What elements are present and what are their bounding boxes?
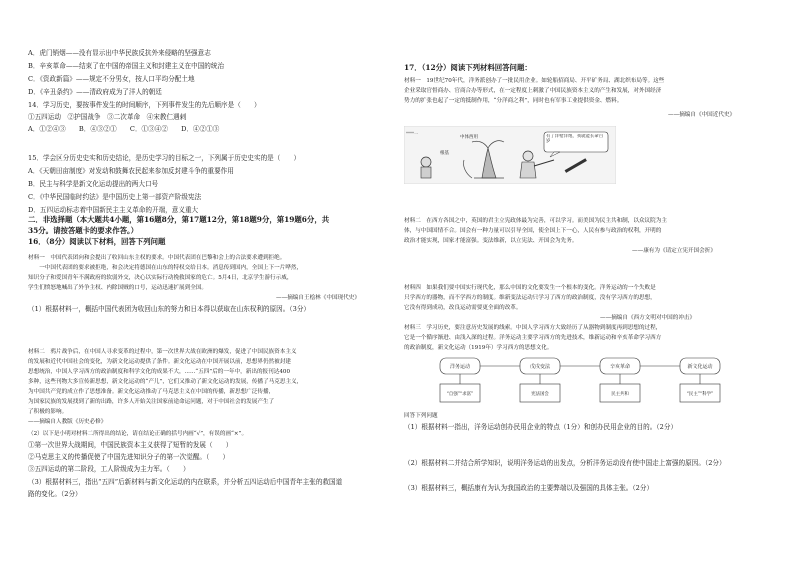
material-line: 材料一 19世纪70年代，洋务派创办了一批民用企业。如轮船招商局、开平矿务局、湖北织布局等。这些 — [404, 78, 665, 84]
judgement-line: ③五四运动的第二阶段，工人阶级成为主力军。（ ） — [28, 465, 190, 473]
material-line: 为中国共产党的成立作了思想准备。新文化运动推动了马克思主义在中国的传播，新思想广泛传播， — [28, 389, 275, 395]
cartoon-label-top: 中体西用 — [460, 135, 478, 140]
option-line: B．辛亥革命——结束了在中国的帝国主义和封建主义在中国的统治 — [28, 62, 225, 70]
option-line: C．《中华民国临时约法》是中国历史上第一部资产阶级宪法 — [28, 193, 202, 201]
material-line: 政治才能实现，国家才能富强。变法维新，以立宪法、开国会为先务。 — [404, 238, 578, 244]
sub-question: 路的变化。（2分） — [28, 490, 82, 498]
option-line: A．《天朝田亩制度》对发动和鼓舞农民起来参加反封建斗争的重要作用 — [28, 167, 234, 175]
section-heading: 二．非选择题（本大题共4小题，第16题8分，第17题12分，第18题9分，第19题6分，共 — [28, 215, 330, 224]
page-mark: ****一 — [406, 131, 418, 136]
material-line: 体，与中国国情不合。国会有一种力量可以引导全国，使全国上下一心，人民有参与政治的权利，开明的 — [404, 228, 662, 234]
prompt-line: 回答下列问题 — [404, 413, 438, 419]
material-line: 企业采取官督商办、官商合办等形式，在一定程度上刺激了中国民族资本主义的产生和发展，对外国经济 — [404, 88, 662, 94]
option-line: ①五四运动 ②护国战争 ③二次革命 ④宋教仁遇刺 — [28, 113, 187, 121]
cartoon-illustration — [404, 126, 616, 184]
material-line: 为国家民族的发展找到了新的出路，许多人开始关注国家前途命运问题，对于中国社会的发展产生了 — [28, 399, 275, 405]
material-line: 思想统治，中国人学习西方的政治制度和科学文化的成果不大，......“五四”后的一年中，新出的报刊达400 — [28, 369, 291, 375]
section-heading: 35分。请按答题卡的要求作答。） — [28, 226, 139, 235]
flow-svg — [436, 356, 732, 406]
citation: ——摘编自《西方文明对中国的冲击》 — [600, 315, 696, 321]
question-16: 16．（8分）阅读以下材料，回答下列问题 — [28, 237, 166, 246]
flow-step: 戊戌变法 — [529, 364, 551, 370]
option-line: A．①②④③ B．④③②① C．①③④② D．④②①③ — [28, 125, 220, 133]
material-line: 了积极的影响。 — [28, 409, 68, 415]
option-line: D．《辛丑条约》——清政府成为了洋人的朝廷 — [28, 88, 162, 96]
judgement-line: ①第一次世界大战期间，中国民族资本主义获得了短暂的发展（ ） — [28, 441, 233, 449]
option-line: A．虎门销烟——没有显示出中华民族反抗外来侵略的坚强意志 — [28, 49, 211, 57]
flow-step: 辛亥革命 — [609, 364, 631, 370]
flow-detail: 民主共和 — [611, 392, 629, 397]
sub-question: （2）以下是小明对材料二所得出的结论，请在结论正确的括号内画“√”，有误的画“×”。 — [28, 431, 248, 437]
citation: ——康有为《请定立宪开国会折》 — [632, 248, 716, 254]
cartoon-svg — [404, 126, 616, 184]
material-line: 学生们愤怒地喊出了外争主权、内除国贼的口号，运动迅速扩展到全国。 — [28, 285, 208, 291]
cartoon-speech: 有了洋枪洋炮，我就能长命百岁 — [546, 134, 604, 145]
material-line: 的政治制度，新文化运动（1919年）学习西方的思想文化。 — [404, 345, 553, 351]
flow-detail: “民主”“科学” — [686, 392, 714, 397]
citation: ——摘编自王桧林《中国现代史》 — [276, 295, 360, 301]
question-15: 15．学会区分历史史实和历史结论，是历史学习的目标之一，下列属于历史史实的是（ ） — [28, 154, 301, 162]
citation: ——摘编自《中国近代史》 — [668, 112, 736, 118]
cartoon-label-root: 根基 — [440, 151, 449, 156]
flow-detail: “自强”“求富” — [446, 392, 474, 397]
flow-step: 新文化运动 — [687, 364, 713, 370]
question-14: 14．学习历史，要按事件发生的时间顺序，下列事件发生的先后顺序是（ ） — [28, 101, 261, 109]
material-line: 多种，这些刊物大多宣传新思想，新文化运动的“产儿”，它们又推动了新文化运动的发展，传播了马克思主义， — [28, 379, 303, 385]
judgement-line: ②马克思主义的传播促使了中国先进知识分子的第一次觉醒。（ ） — [28, 453, 230, 461]
citation: ——摘编自人教版《历史必修》 — [28, 419, 107, 425]
flow-detail: 宪法国会 — [531, 392, 549, 397]
history-flow-diagram — [436, 356, 732, 406]
sub-question: （1）根据材料一，概括中国代表团为收回山东的努力和日本得以获取在山东权利的原因。（3分） — [28, 305, 311, 313]
option-line: C．《资政新篇》——规定不分男女，按人口平均分配土地 — [28, 75, 195, 83]
sub-question: （2）根据材料二并结合所学知识，说明洋务运动的出发点，分析洋务运动没有使中国走上富强的原因。（2分） — [404, 459, 726, 467]
right-column — [404, 0, 772, 562]
sub-question: （1）根据材料一指出，洋务运动创办民用企业的特点（1分）和创办民用企业的目的。（2分） — [404, 423, 678, 431]
left-column — [28, 0, 390, 562]
material-line: 它没有得到成功，改良运动需要更全面的改革。 — [404, 305, 522, 311]
sub-question: （3）根据材料三，指出“五四”后新材料与新文化运动的内在联系，并分析五四运动后中国青年主张的救国道 — [28, 478, 343, 486]
material-line: 材料二 鸦片战争后，在中国人寻求变革的过程中，第一次世界大战在欧洲的爆发，促进了中国民族资本主义 — [28, 349, 297, 355]
sub-question: （3）根据材料三，概括康有为认为我国政治的主要弊端以及强国的具体主张。（2分） — [404, 484, 654, 492]
material-line: 材料一 中国代表团向和会提出了收回山东主权的要求。中国代表团在巴黎和会上的合法要求遭到拒绝。 — [28, 255, 286, 261]
material-line: 材料三 学习历史，要注意历史发展的线索。中国人学习西方大致经历了从器物到制度再到思想的过程， — [404, 325, 662, 331]
option-line: D．五四运动标志着中国新民主主义革命的开端，意义重大 — [28, 206, 199, 214]
material-line: 材料二 在西方各国之中，英国的君主立宪政体最为完善，可以学习。而美国为民主共和制，以众议院为主 — [404, 218, 667, 224]
option-line: B．民主与科学是新文化运动提出的两大口号 — [28, 180, 159, 188]
material-line: 材料四 如果我们要中国实行现代化，那么中国的文化要发生一个根本的变化。洋务运动的一个失败是 — [404, 285, 656, 291]
question-17: 17．（12分）阅读下列材料回答问题： — [404, 63, 532, 72]
material-line: 只学西方的器物，而不学西方的制度。维新变法运动只学习了西方的政治制度，没有学习西方的思想， — [404, 295, 656, 301]
material-line: 一中国代表团的要求被拒绝，和会决定将德国在山东的特权交给日本。消息传到国内，全国上下一片哗然， — [28, 265, 303, 271]
material-line: 势力的扩张也起了一定的抵制作用，“分洋商之利”，同时也有军事工业提供资金、燃料。 — [404, 98, 623, 104]
material-line: 知识分子和爱国青年不满政府的软弱外交，决心以实际行动挽救国家的危亡。5月4日，北京学生游行示威， — [28, 275, 293, 281]
material-line: 的发展和近代中国社会的变化，为新文化运动提供了条件。新文化运动在中国开展以前，思想界仍然被封建 — [28, 359, 291, 365]
flow-step: 洋务运动 — [449, 364, 471, 370]
material-line: 它是一个循序渐进、由浅入深的过程。洋务运动主要学习西方的先进技术，维新运动和辛亥革命学习西方 — [404, 335, 662, 341]
